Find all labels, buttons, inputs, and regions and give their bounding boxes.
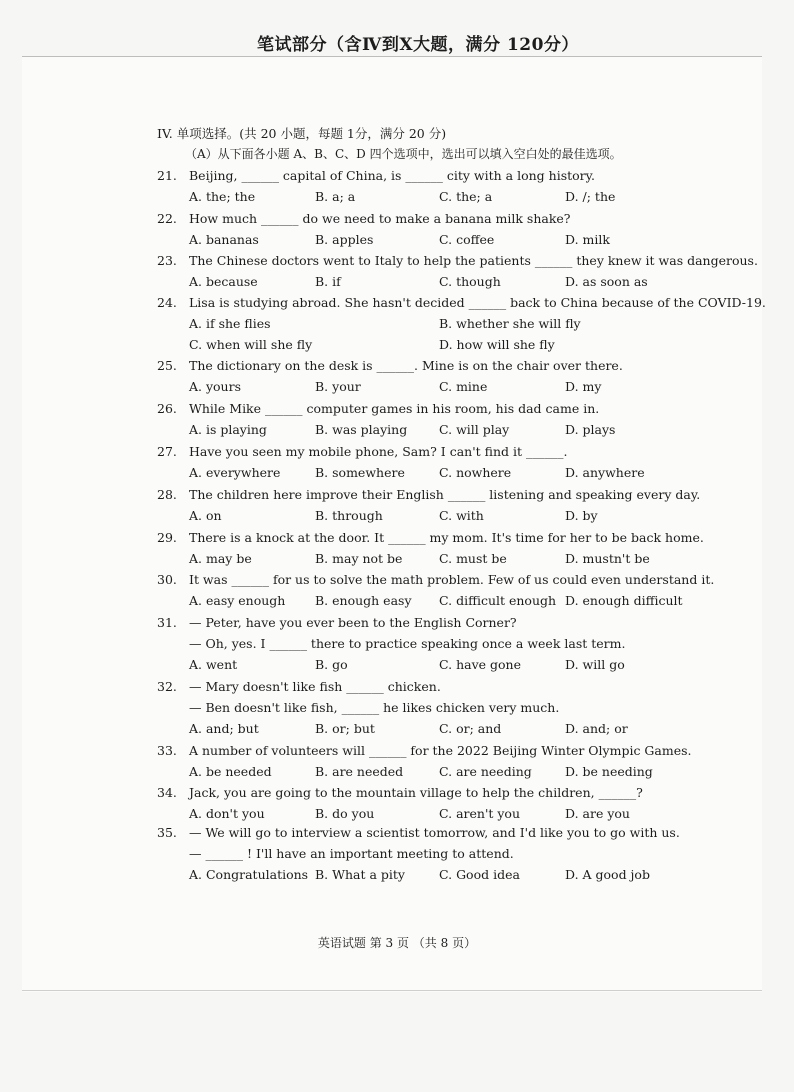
option-b: B. your: [315, 379, 361, 394]
question-stem: A number of volunteers will ______ for the 2022 Beijing Winter Olympic Games.: [189, 743, 692, 758]
option-c: C. when will she fly: [189, 337, 313, 352]
option-d: D. by: [565, 508, 598, 523]
question-number: 23.: [157, 253, 177, 268]
question-stem: The children here improve their English ______ listening and speaking every day.: [189, 487, 701, 502]
option-a: A. and; but: [189, 721, 259, 736]
question-stem-reply: — Oh, yes. I ______ there to practice speaking once a week last term.: [189, 636, 626, 651]
question-number: 32.: [157, 679, 177, 694]
option-b: B. or; but: [315, 721, 375, 736]
option-c: C. difficult enough: [439, 593, 557, 608]
question-stem-reply: — ______ ! I'll have an important meeting to attend.: [189, 846, 514, 861]
question-number: 24.: [157, 295, 177, 310]
option-d: D. /; the: [565, 189, 616, 204]
option-b: B. go: [315, 657, 348, 672]
question-stem-reply: — Ben doesn't like fish, ______ he likes chicken very much.: [189, 700, 560, 715]
question-number: 35.: [157, 825, 177, 840]
question-stem: While Mike ______ computer games in his room, his dad came in.: [189, 401, 600, 416]
option-c: C. aren't you: [439, 806, 521, 821]
question-number: 28.: [157, 487, 177, 502]
question-stem: Jack, you are going to the mountain village to help the children, ______?: [189, 785, 643, 800]
option-d: D. enough difficult: [565, 593, 683, 608]
option-c: C. mine: [439, 379, 488, 394]
page-footer: 英语试题 第 3 页 （共 8 页）: [317, 936, 477, 950]
page-divider: [22, 990, 762, 991]
question-number: 21.: [157, 168, 177, 183]
option-b: B. whether she will fly: [439, 316, 581, 331]
question-number: 22.: [157, 211, 177, 226]
question-number: 33.: [157, 743, 177, 758]
option-a: A. the; the: [189, 189, 256, 204]
option-b: B. somewhere: [315, 465, 405, 480]
question-stem: How much ______ do we need to make a banana milk shake?: [189, 211, 571, 226]
option-c: C. must be: [439, 551, 507, 566]
option-a: A. went: [189, 657, 238, 672]
section-heading: IV. 单项选择。(共 20 小题，每题 1分，满分 20 分): [157, 126, 447, 141]
option-d: D. and; or: [565, 721, 628, 736]
option-b: B. was playing: [315, 422, 408, 437]
option-d: D. milk: [565, 232, 610, 247]
option-a: A. yours: [189, 379, 242, 394]
option-a: A. may be: [189, 551, 252, 566]
option-d: D. anywhere: [565, 465, 645, 480]
question-number: 30.: [157, 572, 177, 587]
question-number: 31.: [157, 615, 177, 630]
option-b: B. a; a: [315, 189, 356, 204]
option-a: A. Congratulations: [189, 867, 309, 882]
question-number: 25.: [157, 358, 177, 373]
option-c: C. with: [439, 508, 484, 523]
option-b: B. are needed: [315, 764, 404, 779]
option-a: A. be needed: [189, 764, 272, 779]
option-c: C. will play: [439, 422, 510, 437]
question-stem: The dictionary on the desk is ______. Mine is on the chair over there.: [189, 358, 623, 373]
option-c: C. though: [439, 274, 501, 289]
option-d: D. my: [565, 379, 602, 394]
option-c: C. Good idea: [439, 867, 520, 882]
option-d: D. are you: [565, 806, 630, 821]
question-number: 26.: [157, 401, 177, 416]
option-c: C. coffee: [439, 232, 495, 247]
option-a: A. easy enough: [189, 593, 286, 608]
option-a: A. because: [189, 274, 258, 289]
option-d: D. A good job: [565, 867, 650, 882]
question-stem: The Chinese doctors went to Italy to help the patients ______ they knew it was dangerous.: [189, 253, 758, 268]
option-c: C. are needing: [439, 764, 532, 779]
option-b: B. through: [315, 508, 383, 523]
option-b: B. if: [315, 274, 341, 289]
question-stem: Have you seen my mobile phone, Sam? I can't find it ______.: [189, 444, 568, 459]
option-b: B. do you: [315, 806, 375, 821]
question-stem: Lisa is studying abroad. She hasn't decided ______ back to China because of the COVID-19.: [189, 295, 766, 310]
option-a: A. everywhere: [189, 465, 281, 480]
question-number: 27.: [157, 444, 177, 459]
page-title: 笔试部分（含Ⅳ到Ⅹ大题，满分 120分）: [257, 35, 579, 55]
question-stem: — Mary doesn't like fish ______ chicken.: [189, 679, 441, 694]
option-d: D. will go: [565, 657, 625, 672]
option-c: C. have gone: [439, 657, 521, 672]
question-stem: Beijing, ______ capital of China, is ______ city with a long history.: [189, 168, 596, 183]
option-b: B. What a pity: [315, 867, 405, 882]
section-instruction: （A）从下面各小题 A、B、C、D 四个选项中，选出可以填入空白处的最佳选项。: [185, 147, 622, 161]
option-c: C. the; a: [439, 189, 493, 204]
question-number: 29.: [157, 530, 177, 545]
option-a: A. bananas: [189, 232, 259, 247]
option-d: D. how will she fly: [439, 337, 555, 352]
option-d: D. as soon as: [565, 274, 648, 289]
option-d: D. be needing: [565, 764, 653, 779]
question-stem: There is a knock at the door. It ______ my mom. It's time for her to be back home.: [189, 530, 704, 545]
option-d: D. plays: [565, 422, 616, 437]
option-a: A. on: [189, 508, 222, 523]
option-a: A. don't you: [189, 806, 265, 821]
option-c: C. nowhere: [439, 465, 512, 480]
option-b: B. enough easy: [315, 593, 412, 608]
option-b: B. may not be: [315, 551, 403, 566]
option-b: B. apples: [315, 232, 374, 247]
option-d: D. mustn't be: [565, 551, 650, 566]
question-number: 34.: [157, 785, 177, 800]
option-a: A. if she flies: [189, 316, 271, 331]
question-stem: — We will go to interview a scientist tomorrow, and I'd like you to go with us.: [189, 825, 680, 840]
question-stem: It was ______ for us to solve the math problem. Few of us could even understand it.: [189, 572, 715, 587]
option-a: A. is playing: [189, 422, 267, 437]
question-stem: — Peter, have you ever been to the English Corner?: [189, 615, 517, 630]
option-c: C. or; and: [439, 721, 502, 736]
